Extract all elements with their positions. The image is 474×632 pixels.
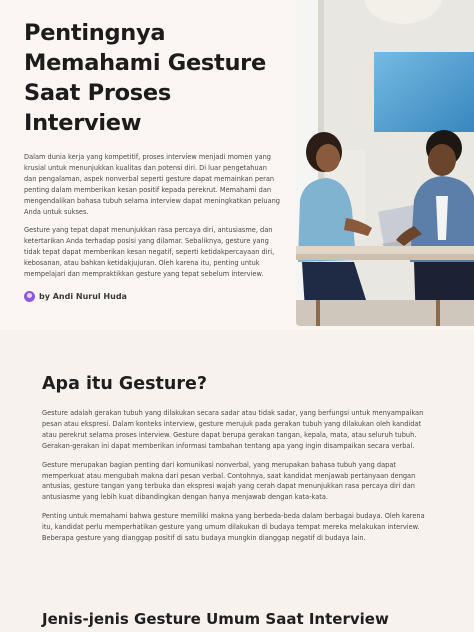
author-name: by Andi Nurul Huda [39, 291, 127, 301]
interview-illustration [296, 0, 474, 326]
section-gesture-types [42, 610, 442, 628]
section-what-is-gesture [42, 374, 434, 544]
hero-text [24, 18, 280, 302]
hero-photo [296, 0, 474, 326]
intro-paragraph-1: Dalam dunia kerja yang kompetitif, proses interview menjadi momen yang krusial untuk menunjukkan kualitas dan potensi diri. Di luar pengetahuan dan pengalaman, aspek nonverbal seperti gesture dapat memainkan peran penting dalam memberikan kesan positif kepada perekrut. Memahami dan mengendalikan bahasa tubuh selama interview dapat meningkatkan peluang Anda untuk sukses. [24, 153, 280, 216]
section-paragraph-1: Gesture adalah gerakan tubuh yang dilakukan secara sadar atau tidak sadar, yang berfungsi untuk menyampaikan pesan atau ekspresi. Dalam konteks interview, gesture merujuk pada gerakan tubuh yang dilakukan oleh kandidat atau perekrut selama proses interview. Gesture dapat berupa gerakan tangan, kepala, mata, atau seluruh tubuh. Gerakan-gerakan ini dapat memberikan informasi tambahan tentang apa yang ingin disampaikan secara verbal. [42, 409, 424, 450]
section-heading: Apa itu Gesture? [42, 374, 208, 394]
section-paragraph-3: Penting untuk memahami bahwa gesture memiliki makna yang berbeda-beda dalam berbagai budaya. Oleh karena itu, kandidat perlu memperhatikan gesture yang umum dilakukan di budaya tempat mereka melakukan interview. Beberapa gesture yang dianggap positif di satu budaya mungkin dianggap negatif di budaya lain. [42, 512, 425, 543]
author-byline[interactable] [24, 291, 280, 302]
page-title: Pentingnya Memahami Gesture Saat Proses Interview [24, 20, 266, 136]
section-paragraph-2: Gesture merupakan bagian penting dari komunikasi nonverbal, yang merupakan bahasa tubuh yang dapat memperkuat atau mengubah makna dari pesan verbal. Contohnya, saat kandidat menjawab pertanyaan dengan antusias, gesture tangan yang terbuka dan ekspresi wajah yang cerah dapat menunjukkan rasa percaya diri dan antusiasme yang lebih kuat dibandingkan dengan hanya menjawab dengan kata-kata. [42, 460, 416, 502]
section-heading-2: Jenis-jenis Gesture Umum Saat Interview [42, 610, 389, 628]
intro-paragraph-2: Gesture yang tepat dapat menunjukkan rasa percaya diri, antusiasme, dan ketertarikan Anda terhadap posisi yang dilamar. Sebaliknya, gesture yang tidak tepat dapat memberikan kesan negatif, seperti ketidakpercayaan diri, kebosanan, atau bahkan ketidakjujuran. Oleh karena itu, penting untuk mempelajari dan mempraktikkan gesture yang tepat sebelum interview. [24, 226, 275, 279]
author-avatar [24, 291, 35, 302]
